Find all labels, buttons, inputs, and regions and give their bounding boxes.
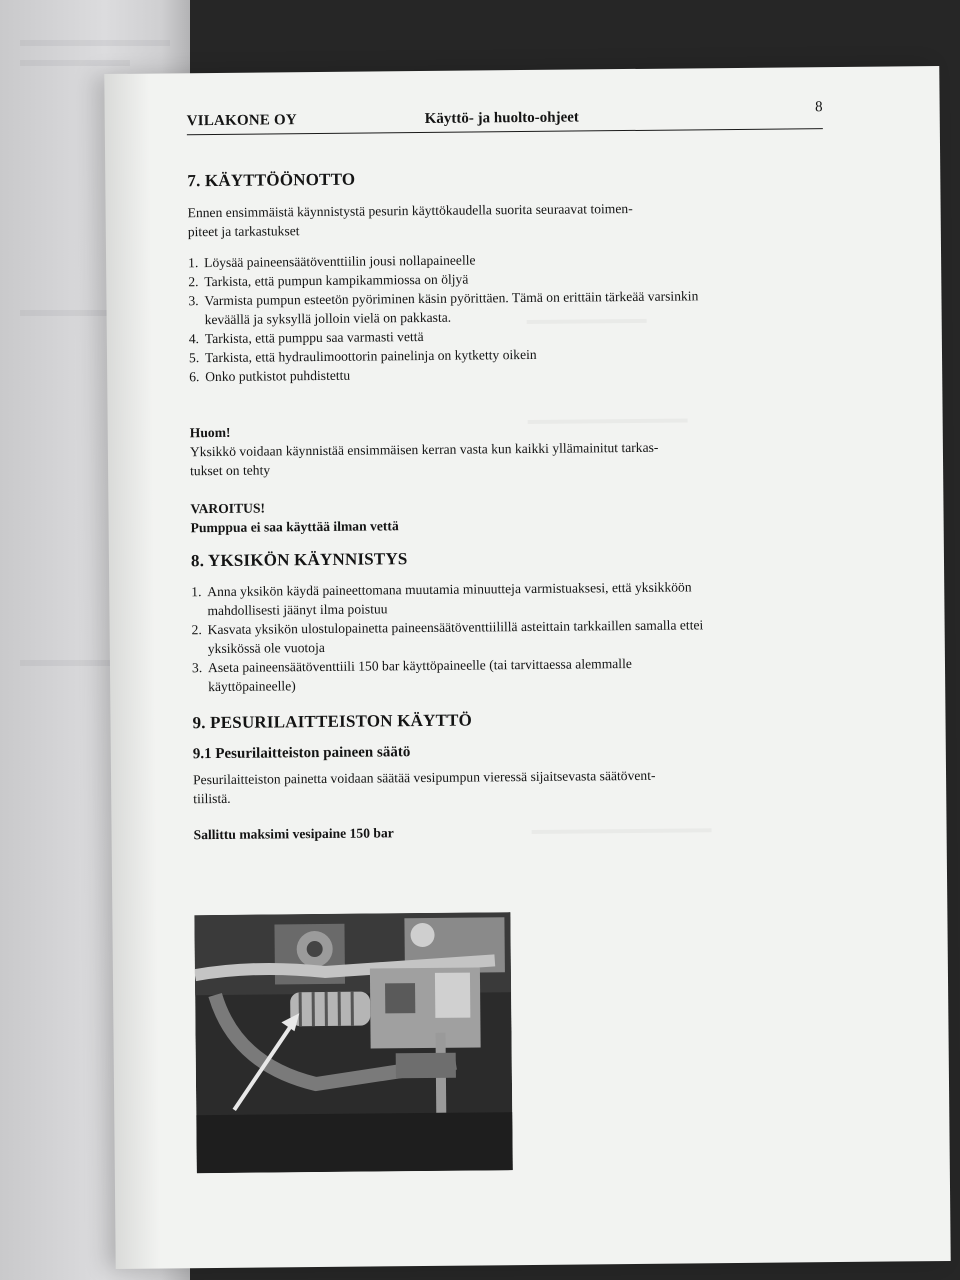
warning-title: VAROITUS! (190, 500, 266, 517)
pump-valve-photo (194, 912, 512, 1173)
list-item: 1. Löysää paineensäätöventtiilin jousi nollapaineelle (188, 252, 476, 271)
pump-valve-illustration (194, 912, 512, 1173)
max-pressure-note: Sallittu maksimi vesipaine 150 bar (193, 825, 394, 843)
section-7-heading: 7. KÄYTTÖÖNOTTO (187, 169, 356, 191)
list-item: 1. Anna yksikön käydä paineettomana muutamia minuutteja varmistuaksesi, että yksikköön mahdollisesti jäänyt ilma poistuu (191, 579, 692, 619)
section-9-1-text: Pesurilaitteiston painetta voidaan säätää vesipumpun vieressä sijaitsevasta säätövent- tiilistä. (192, 767, 656, 807)
warning-text: Pumppua ei saa käyttää ilman vettä (190, 518, 399, 536)
section-7-intro: Ennen ensimmäistä käynnistystä pesurin käyttökaudella suorita seuraavat toimen- piteet ja tarkastukset (187, 200, 633, 240)
previous-page-ghost-text (20, 310, 110, 316)
page-content (187, 166, 713, 844)
document-title: Käyttö- ja huolto-ohjeet (424, 109, 579, 127)
note-text: Yksikkö voidaan käynnistää ensimmäisen kerran vasta kun kaikki yllämainitut tarkas- tukset on tehty (189, 439, 659, 479)
list-item: 4. Tarkista, että pumppu saa varmasti vettä (188, 328, 424, 347)
note-title: Huom! (189, 424, 231, 441)
section-9-heading: 9. PESURILAITTEISTON KÄYTTÖ (192, 710, 473, 733)
page-header (186, 99, 823, 135)
company-name: VILAKONE OY (186, 112, 297, 130)
page-number: 8 (815, 99, 823, 116)
section-9-1-heading: 9.1 Pesurilaitteiston paineen säätö (192, 744, 411, 763)
previous-page-ghost-text (20, 60, 130, 66)
document-page (104, 66, 950, 1269)
section-8-steps (191, 577, 712, 696)
list-item: 3. Aseta paineensäätöventtiili 150 bar käyttöpaineelle (tai tarvittaessa alemmalle käyttöpaineelle) (191, 655, 632, 695)
list-item: 2. Tarkista, että pumpun kampikammiossa on öljyä (188, 271, 469, 290)
previous-page-ghost-text (20, 40, 170, 46)
list-item: 2. Kasvata yksikön ulostulopainetta paineensäätöventtiilillä asteittain tarkkaillen samalla ettei yksikössä ole vuotoja (191, 617, 704, 657)
list-item: 5. Tarkista, että hydraulimoottorin painelinja on kytketty oikein (188, 346, 537, 366)
list-item: 3. Varmista pumpun esteetön pyöriminen käsin pyörittäen. Tämä on erittäin tärkeää varsinkin keväällä ja syksyllä jolloin vielä on pakkasta. (188, 288, 699, 328)
list-item: 6. Onko putkistot puhdistettu (189, 367, 351, 385)
section-8-heading: 8. YKSIKÖN KÄYNNISTYS (190, 549, 408, 571)
section-7-checklist (188, 248, 709, 386)
